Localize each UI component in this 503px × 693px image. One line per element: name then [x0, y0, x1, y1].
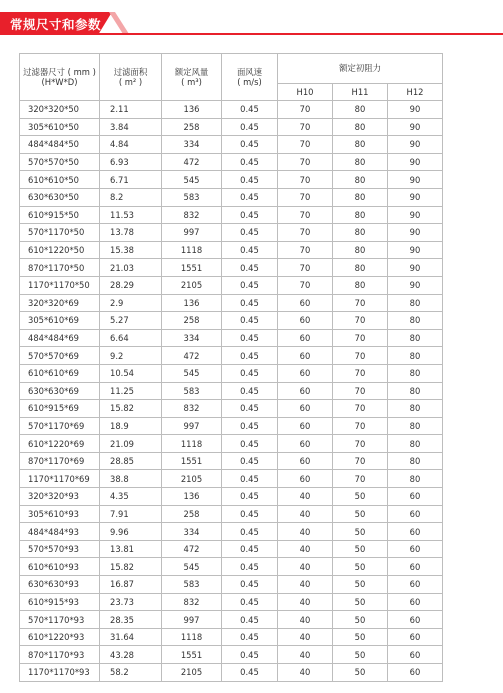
cell-h12: 90 [388, 153, 443, 171]
cell-velocity: 0.45 [222, 329, 278, 347]
cell-velocity: 0.45 [222, 417, 278, 435]
table-row [20, 153, 443, 171]
cell-h10: 40 [278, 611, 333, 629]
table-row [20, 241, 443, 259]
cell-airflow: 136 [162, 488, 222, 506]
cell-area: 4.84 [100, 136, 162, 154]
cell-h11: 70 [333, 312, 388, 330]
cell-velocity: 0.45 [222, 488, 278, 506]
table-row [20, 136, 443, 154]
cell-h10: 70 [278, 101, 333, 119]
cell-h11: 70 [333, 364, 388, 382]
table-row [20, 611, 443, 629]
header-velocity-label: 面风速 [236, 66, 263, 77]
cell-airflow: 545 [162, 171, 222, 189]
cell-h11: 70 [333, 294, 388, 312]
cell-h10: 40 [278, 664, 333, 682]
cell-h12: 80 [388, 364, 443, 382]
cell-airflow: 583 [162, 576, 222, 594]
cell-h11: 70 [333, 435, 388, 453]
cell-area: 5.27 [100, 312, 162, 330]
cell-size: 610*1220*50 [20, 241, 100, 259]
cell-h11: 80 [333, 224, 388, 242]
cell-h11: 80 [333, 171, 388, 189]
cell-airflow: 583 [162, 382, 222, 400]
cell-size: 610*610*93 [20, 558, 100, 576]
cell-airflow: 258 [162, 312, 222, 330]
cell-area: 6.93 [100, 153, 162, 171]
cell-area: 31.64 [100, 628, 162, 646]
specs-table-container [19, 53, 443, 682]
table-row [20, 347, 443, 365]
cell-area: 3.84 [100, 118, 162, 136]
cell-area: 8.2 [100, 188, 162, 206]
cell-h10: 40 [278, 593, 333, 611]
cell-h10: 40 [278, 540, 333, 558]
cell-h12: 60 [388, 664, 443, 682]
cell-size: 1170*1170*93 [20, 664, 100, 682]
cell-area: 28.29 [100, 276, 162, 294]
table-row [20, 382, 443, 400]
cell-h12: 60 [388, 628, 443, 646]
cell-h12: 90 [388, 118, 443, 136]
cell-h11: 80 [333, 101, 388, 119]
cell-size: 1170*1170*50 [20, 276, 100, 294]
cell-size: 320*320*50 [20, 101, 100, 119]
cell-area: 10.54 [100, 364, 162, 382]
cell-size: 484*484*93 [20, 523, 100, 541]
cell-area: 18.9 [100, 417, 162, 435]
cell-velocity: 0.45 [222, 470, 278, 488]
cell-h12: 60 [388, 593, 443, 611]
cell-h12: 90 [388, 276, 443, 294]
cell-h12: 80 [388, 400, 443, 418]
cell-h11: 50 [333, 628, 388, 646]
cell-area: 11.53 [100, 206, 162, 224]
cell-airflow: 334 [162, 136, 222, 154]
cell-airflow: 334 [162, 523, 222, 541]
table-row [20, 628, 443, 646]
cell-h12: 60 [388, 488, 443, 506]
cell-area: 9.2 [100, 347, 162, 365]
cell-area: 7.91 [100, 505, 162, 523]
cell-h12: 90 [388, 224, 443, 242]
cell-h10: 60 [278, 400, 333, 418]
cell-h11: 80 [333, 188, 388, 206]
cell-airflow: 545 [162, 558, 222, 576]
cell-airflow: 832 [162, 206, 222, 224]
cell-h11: 50 [333, 558, 388, 576]
cell-h12: 80 [388, 329, 443, 347]
cell-h12: 60 [388, 523, 443, 541]
cell-area: 38.8 [100, 470, 162, 488]
cell-airflow: 258 [162, 118, 222, 136]
cell-h10: 60 [278, 435, 333, 453]
cell-h11: 50 [333, 523, 388, 541]
cell-h12: 90 [388, 206, 443, 224]
cell-size: 305*610*93 [20, 505, 100, 523]
cell-airflow: 136 [162, 294, 222, 312]
cell-size: 305*610*50 [20, 118, 100, 136]
table-row [20, 664, 443, 682]
cell-velocity: 0.45 [222, 452, 278, 470]
cell-size: 630*630*50 [20, 188, 100, 206]
cell-h12: 80 [388, 312, 443, 330]
cell-h12: 80 [388, 470, 443, 488]
cell-h12: 80 [388, 452, 443, 470]
cell-area: 23.73 [100, 593, 162, 611]
cell-size: 870*1170*93 [20, 646, 100, 664]
table-row [20, 294, 443, 312]
cell-velocity: 0.45 [222, 276, 278, 294]
table-row [20, 364, 443, 382]
cell-h10: 60 [278, 417, 333, 435]
table-row [20, 312, 443, 330]
table-row [20, 435, 443, 453]
cell-area: 9.96 [100, 523, 162, 541]
cell-velocity: 0.45 [222, 628, 278, 646]
cell-h12: 60 [388, 576, 443, 594]
table-row [20, 470, 443, 488]
cell-velocity: 0.45 [222, 101, 278, 119]
cell-velocity: 0.45 [222, 294, 278, 312]
table-row [20, 400, 443, 418]
cell-velocity: 0.45 [222, 400, 278, 418]
cell-h11: 80 [333, 118, 388, 136]
cell-h12: 90 [388, 101, 443, 119]
table-row [20, 206, 443, 224]
cell-h10: 60 [278, 347, 333, 365]
cell-area: 13.78 [100, 224, 162, 242]
cell-velocity: 0.45 [222, 435, 278, 453]
header-area-label: 过滤面积 [113, 66, 148, 77]
section-header [0, 11, 503, 37]
cell-h10: 70 [278, 259, 333, 277]
cell-h10: 70 [278, 241, 333, 259]
specs-table-body [20, 101, 443, 682]
table-row [20, 505, 443, 523]
cell-airflow: 583 [162, 188, 222, 206]
cell-h10: 60 [278, 452, 333, 470]
cell-velocity: 0.45 [222, 576, 278, 594]
cell-h11: 50 [333, 488, 388, 506]
cell-airflow: 2105 [162, 276, 222, 294]
cell-area: 2.11 [100, 101, 162, 119]
cell-h11: 50 [333, 540, 388, 558]
cell-h11: 50 [333, 646, 388, 664]
cell-size: 305*610*69 [20, 312, 100, 330]
cell-size: 570*1170*50 [20, 224, 100, 242]
banner-accent-stripe [109, 12, 129, 34]
cell-h10: 60 [278, 364, 333, 382]
cell-h12: 90 [388, 136, 443, 154]
cell-airflow: 545 [162, 364, 222, 382]
cell-h11: 70 [333, 417, 388, 435]
cell-area: 11.25 [100, 382, 162, 400]
cell-velocity: 0.45 [222, 206, 278, 224]
cell-h10: 70 [278, 276, 333, 294]
cell-h12: 90 [388, 171, 443, 189]
table-row [20, 576, 443, 594]
cell-h11: 80 [333, 136, 388, 154]
cell-h10: 40 [278, 558, 333, 576]
cell-h12: 80 [388, 294, 443, 312]
cell-h12: 60 [388, 558, 443, 576]
cell-size: 630*630*93 [20, 576, 100, 594]
cell-size: 1170*1170*69 [20, 470, 100, 488]
table-row [20, 118, 443, 136]
cell-airflow: 2105 [162, 664, 222, 682]
table-row [20, 171, 443, 189]
cell-area: 15.38 [100, 241, 162, 259]
table-row [20, 452, 443, 470]
header-airflow [162, 54, 222, 101]
cell-h10: 70 [278, 171, 333, 189]
specs-table [19, 53, 443, 682]
cell-velocity: 0.45 [222, 224, 278, 242]
header-area-sub: ( m² ) [118, 77, 143, 87]
cell-h12: 80 [388, 347, 443, 365]
section-title: 常规尺寸和参数 [10, 17, 102, 32]
cell-h11: 50 [333, 593, 388, 611]
table-row [20, 417, 443, 435]
cell-h12: 80 [388, 382, 443, 400]
cell-airflow: 2105 [162, 470, 222, 488]
cell-h10: 60 [278, 470, 333, 488]
header-velocity [222, 54, 278, 101]
cell-h10: 40 [278, 523, 333, 541]
cell-h12: 60 [388, 646, 443, 664]
header-airflow-label: 额定风量 [174, 66, 209, 77]
table-row [20, 329, 443, 347]
table-row [20, 224, 443, 242]
cell-airflow: 997 [162, 417, 222, 435]
header-size-label: 过滤器尺寸 ( mm ) [23, 66, 96, 77]
cell-h10: 40 [278, 576, 333, 594]
cell-h12: 90 [388, 188, 443, 206]
cell-h12: 60 [388, 611, 443, 629]
cell-h10: 60 [278, 382, 333, 400]
cell-h11: 70 [333, 452, 388, 470]
cell-h11: 70 [333, 470, 388, 488]
table-row [20, 540, 443, 558]
header-velocity-sub: ( m/s) [237, 77, 262, 87]
cell-h11: 70 [333, 347, 388, 365]
cell-airflow: 832 [162, 593, 222, 611]
table-row [20, 276, 443, 294]
cell-size: 610*915*69 [20, 400, 100, 418]
cell-airflow: 334 [162, 329, 222, 347]
cell-h12: 90 [388, 241, 443, 259]
cell-velocity: 0.45 [222, 364, 278, 382]
cell-size: 570*1170*69 [20, 417, 100, 435]
cell-size: 610*610*69 [20, 364, 100, 382]
table-row [20, 558, 443, 576]
cell-h10: 60 [278, 329, 333, 347]
cell-h11: 80 [333, 259, 388, 277]
cell-area: 28.35 [100, 611, 162, 629]
cell-h12: 60 [388, 540, 443, 558]
cell-airflow: 1118 [162, 435, 222, 453]
cell-h10: 70 [278, 153, 333, 171]
cell-h12: 80 [388, 435, 443, 453]
cell-h10: 60 [278, 294, 333, 312]
cell-h10: 60 [278, 312, 333, 330]
cell-velocity: 0.45 [222, 312, 278, 330]
table-row [20, 488, 443, 506]
cell-area: 15.82 [100, 400, 162, 418]
cell-velocity: 0.45 [222, 540, 278, 558]
header-grade-h11: H11 [333, 84, 388, 101]
cell-velocity: 0.45 [222, 153, 278, 171]
cell-h12: 60 [388, 505, 443, 523]
table-row [20, 188, 443, 206]
cell-size: 484*484*50 [20, 136, 100, 154]
cell-h12: 80 [388, 417, 443, 435]
cell-area: 21.09 [100, 435, 162, 453]
cell-airflow: 1551 [162, 452, 222, 470]
cell-airflow: 472 [162, 347, 222, 365]
cell-h11: 80 [333, 241, 388, 259]
header-area [100, 54, 162, 101]
cell-size: 610*1220*93 [20, 628, 100, 646]
cell-airflow: 1118 [162, 241, 222, 259]
cell-velocity: 0.45 [222, 558, 278, 576]
cell-size: 320*320*69 [20, 294, 100, 312]
cell-h11: 80 [333, 153, 388, 171]
cell-velocity: 0.45 [222, 664, 278, 682]
cell-velocity: 0.45 [222, 259, 278, 277]
cell-velocity: 0.45 [222, 646, 278, 664]
cell-size: 870*1170*50 [20, 259, 100, 277]
cell-area: 16.87 [100, 576, 162, 594]
cell-size: 870*1170*69 [20, 452, 100, 470]
cell-area: 13.81 [100, 540, 162, 558]
cell-size: 484*484*69 [20, 329, 100, 347]
cell-h10: 40 [278, 488, 333, 506]
cell-size: 610*610*50 [20, 171, 100, 189]
cell-velocity: 0.45 [222, 382, 278, 400]
cell-area: 15.82 [100, 558, 162, 576]
cell-velocity: 0.45 [222, 611, 278, 629]
cell-velocity: 0.45 [222, 118, 278, 136]
cell-size: 570*570*50 [20, 153, 100, 171]
cell-velocity: 0.45 [222, 136, 278, 154]
header-size-sub: (H*W*D) [41, 77, 78, 87]
cell-h11: 50 [333, 505, 388, 523]
cell-velocity: 0.45 [222, 593, 278, 611]
cell-velocity: 0.45 [222, 523, 278, 541]
cell-velocity: 0.45 [222, 241, 278, 259]
cell-airflow: 472 [162, 540, 222, 558]
cell-size: 610*1220*69 [20, 435, 100, 453]
cell-h10: 70 [278, 224, 333, 242]
cell-h10: 40 [278, 628, 333, 646]
cell-size: 610*915*93 [20, 593, 100, 611]
table-row [20, 593, 443, 611]
cell-h12: 90 [388, 259, 443, 277]
cell-airflow: 1551 [162, 646, 222, 664]
cell-area: 2.9 [100, 294, 162, 312]
cell-h11: 50 [333, 576, 388, 594]
cell-h10: 40 [278, 505, 333, 523]
cell-area: 21.03 [100, 259, 162, 277]
cell-h10: 70 [278, 118, 333, 136]
cell-airflow: 997 [162, 224, 222, 242]
table-row [20, 101, 443, 119]
table-row [20, 259, 443, 277]
header-resistance: 额定初阻力 [278, 54, 443, 84]
cell-area: 6.71 [100, 171, 162, 189]
cell-area: 6.64 [100, 329, 162, 347]
cell-h10: 70 [278, 136, 333, 154]
cell-h10: 70 [278, 188, 333, 206]
cell-h11: 70 [333, 329, 388, 347]
header-grade-h12: H12 [388, 84, 443, 101]
cell-h11: 70 [333, 382, 388, 400]
cell-area: 58.2 [100, 664, 162, 682]
cell-h11: 50 [333, 611, 388, 629]
header-size [20, 54, 100, 101]
cell-h11: 80 [333, 276, 388, 294]
header-grade-h10: H10 [278, 84, 333, 101]
cell-h11: 70 [333, 400, 388, 418]
cell-airflow: 472 [162, 153, 222, 171]
cell-size: 570*570*93 [20, 540, 100, 558]
cell-velocity: 0.45 [222, 188, 278, 206]
cell-area: 43.28 [100, 646, 162, 664]
cell-area: 28.85 [100, 452, 162, 470]
cell-area: 4.35 [100, 488, 162, 506]
cell-h10: 40 [278, 646, 333, 664]
cell-airflow: 1551 [162, 259, 222, 277]
cell-h10: 70 [278, 206, 333, 224]
cell-h11: 50 [333, 664, 388, 682]
cell-size: 610*915*50 [20, 206, 100, 224]
table-row [20, 523, 443, 541]
cell-velocity: 0.45 [222, 505, 278, 523]
cell-size: 570*570*69 [20, 347, 100, 365]
cell-airflow: 997 [162, 611, 222, 629]
cell-velocity: 0.45 [222, 171, 278, 189]
cell-airflow: 1118 [162, 628, 222, 646]
cell-velocity: 0.45 [222, 347, 278, 365]
cell-airflow: 136 [162, 101, 222, 119]
cell-size: 320*320*93 [20, 488, 100, 506]
header-rule [0, 33, 503, 35]
table-row [20, 646, 443, 664]
cell-size: 570*1170*93 [20, 611, 100, 629]
cell-size: 630*630*69 [20, 382, 100, 400]
cell-airflow: 258 [162, 505, 222, 523]
cell-airflow: 832 [162, 400, 222, 418]
header-airflow-sub: ( m³) [181, 77, 202, 87]
cell-h11: 80 [333, 206, 388, 224]
